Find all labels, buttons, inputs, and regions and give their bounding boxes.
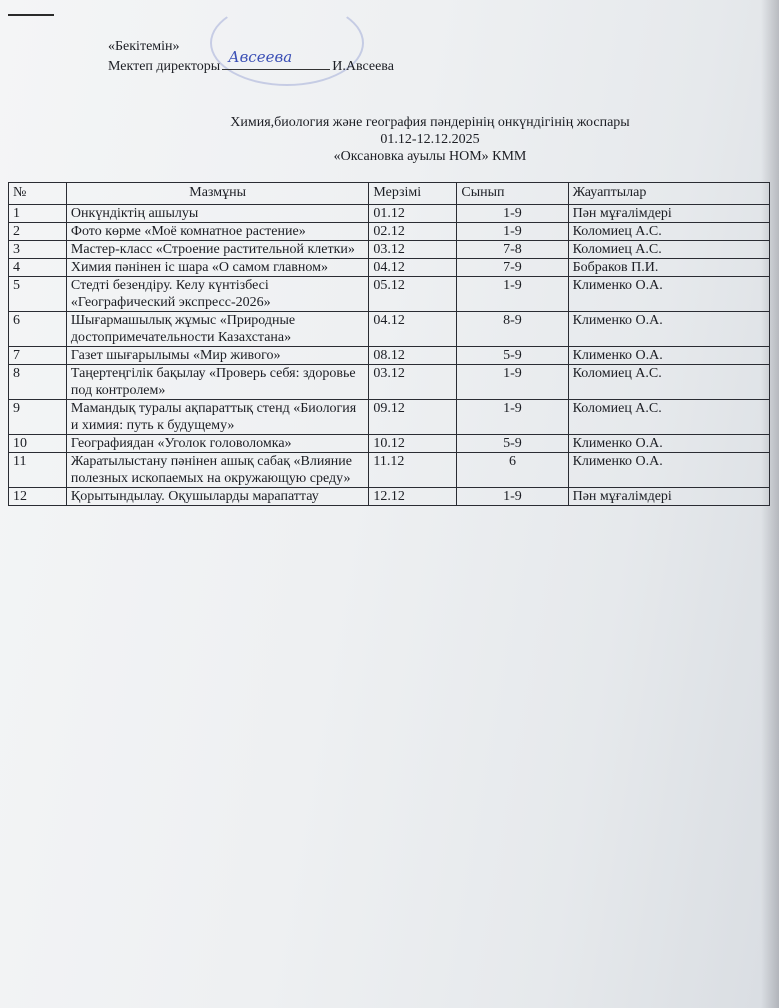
approval-block bbox=[108, 38, 394, 75]
table-row bbox=[9, 223, 770, 241]
row-date: 03.12 bbox=[369, 365, 457, 400]
row-responsible: Клименко О.А. bbox=[568, 277, 769, 312]
row-responsible: Коломиец А.С. bbox=[568, 223, 769, 241]
row-grade: 7-9 bbox=[457, 259, 568, 277]
row-responsible: Клименко О.А. bbox=[568, 347, 769, 365]
title-dates: 01.12-12.12.2025 bbox=[380, 132, 480, 147]
row-date: 10.12 bbox=[369, 435, 457, 453]
row-date: 08.12 bbox=[369, 347, 457, 365]
row-date: 09.12 bbox=[369, 400, 457, 435]
row-grade: 1-9 bbox=[457, 365, 568, 400]
row-date: 04.12 bbox=[369, 259, 457, 277]
row-grade: 5-9 bbox=[457, 347, 568, 365]
signature: Авсеева bbox=[228, 48, 293, 66]
row-date: 01.12 bbox=[369, 205, 457, 223]
row-num: 11 bbox=[9, 453, 67, 488]
approval-director-line bbox=[108, 48, 394, 75]
row-responsible: Клименко О.А. bbox=[568, 453, 769, 488]
row-grade: 1-9 bbox=[457, 277, 568, 312]
row-content: Стедті безендіру. Келу күнтізбесі «Географический экспресс-2026» bbox=[66, 277, 368, 312]
row-num: 2 bbox=[9, 223, 67, 241]
row-date: 05.12 bbox=[369, 277, 457, 312]
row-grade: 1-9 bbox=[457, 223, 568, 241]
row-content: Қорытындылау. Оқушыларды марапаттау bbox=[66, 488, 368, 506]
row-content: Жаратылыстану пәнінен ашық сабақ «Влияние полезных ископаемых на окружающую среду» bbox=[66, 453, 368, 488]
row-grade: 5-9 bbox=[457, 435, 568, 453]
row-responsible: Коломиец А.С. bbox=[568, 365, 769, 400]
row-content: Географиядан «Уголок головоломка» bbox=[66, 435, 368, 453]
director-label: Мектеп директоры bbox=[108, 59, 221, 74]
table-row bbox=[9, 312, 770, 347]
header-grade: Сынып bbox=[457, 183, 568, 205]
row-content: Мастер-класс «Строение растительной клетки» bbox=[66, 241, 368, 259]
row-responsible: Клименко О.А. bbox=[568, 312, 769, 347]
row-num: 9 bbox=[9, 400, 67, 435]
table-header-row bbox=[9, 183, 770, 205]
row-date: 02.12 bbox=[369, 223, 457, 241]
row-num: 12 bbox=[9, 488, 67, 506]
row-content: Мамандық туралы ақпараттық стенд «Биология и химия: путь к будущему» bbox=[66, 400, 368, 435]
table-row bbox=[9, 347, 770, 365]
row-date: 03.12 bbox=[369, 241, 457, 259]
row-num: 10 bbox=[9, 435, 67, 453]
row-grade: 1-9 bbox=[457, 400, 568, 435]
plan-table bbox=[8, 182, 770, 506]
row-grade: 8-9 bbox=[457, 312, 568, 347]
row-num: 7 bbox=[9, 347, 67, 365]
row-date: 11.12 bbox=[369, 453, 457, 488]
row-responsible: Пән мұғалімдері bbox=[568, 205, 769, 223]
table-row bbox=[9, 453, 770, 488]
title-line-1: Химия,биология және география пәндерінің онкүндігінің жоспары bbox=[230, 115, 630, 130]
table-row bbox=[9, 365, 770, 400]
row-content: Газет шығарылымы «Мир живого» bbox=[66, 347, 368, 365]
row-grade: 1-9 bbox=[457, 488, 568, 506]
row-date: 12.12 bbox=[369, 488, 457, 506]
header-content: Мазмұны bbox=[66, 183, 368, 205]
table-row bbox=[9, 488, 770, 506]
row-content: Таңертеңгілік бақылау «Проверь себя: здоровье под контролем» bbox=[66, 365, 368, 400]
title-school: «Оксановка ауылы НОМ» КММ bbox=[333, 149, 527, 164]
corner-dash bbox=[8, 14, 54, 16]
table-row bbox=[9, 259, 770, 277]
row-content: Фото көрме «Моё комнатное растение» bbox=[66, 223, 368, 241]
header-responsible: Жауаптылар bbox=[568, 183, 769, 205]
director-name: И.Авсеева bbox=[332, 59, 394, 74]
row-num: 4 bbox=[9, 259, 67, 277]
table-row bbox=[9, 277, 770, 312]
table-row bbox=[9, 435, 770, 453]
row-content: Химия пәнінен іс шара «О самом главном» bbox=[66, 259, 368, 277]
row-responsible: Бобраков П.И. bbox=[568, 259, 769, 277]
row-responsible: Пән мұғалімдері bbox=[568, 488, 769, 506]
signature-line bbox=[222, 48, 330, 70]
row-grade: 1-9 bbox=[457, 205, 568, 223]
row-responsible: Коломиец А.С. bbox=[568, 400, 769, 435]
row-responsible: Клименко О.А. bbox=[568, 435, 769, 453]
row-grade: 6 bbox=[457, 453, 568, 488]
approval-title: «Бекітемін» bbox=[108, 39, 180, 54]
row-content: Онкүндіктің ашылуы bbox=[66, 205, 368, 223]
document-title bbox=[100, 114, 760, 165]
header-num: № bbox=[9, 183, 67, 205]
row-grade: 7-8 bbox=[457, 241, 568, 259]
row-num: 1 bbox=[9, 205, 67, 223]
row-responsible: Коломиец А.С. bbox=[568, 241, 769, 259]
row-num: 6 bbox=[9, 312, 67, 347]
table-row bbox=[9, 205, 770, 223]
row-num: 5 bbox=[9, 277, 67, 312]
row-num: 3 bbox=[9, 241, 67, 259]
table-row bbox=[9, 400, 770, 435]
table-row bbox=[9, 241, 770, 259]
row-date: 04.12 bbox=[369, 312, 457, 347]
header-date: Мерзімі bbox=[369, 183, 457, 205]
row-num: 8 bbox=[9, 365, 67, 400]
row-content: Шығармашылық жұмыс «Природные достопримечательности Казахстана» bbox=[66, 312, 368, 347]
